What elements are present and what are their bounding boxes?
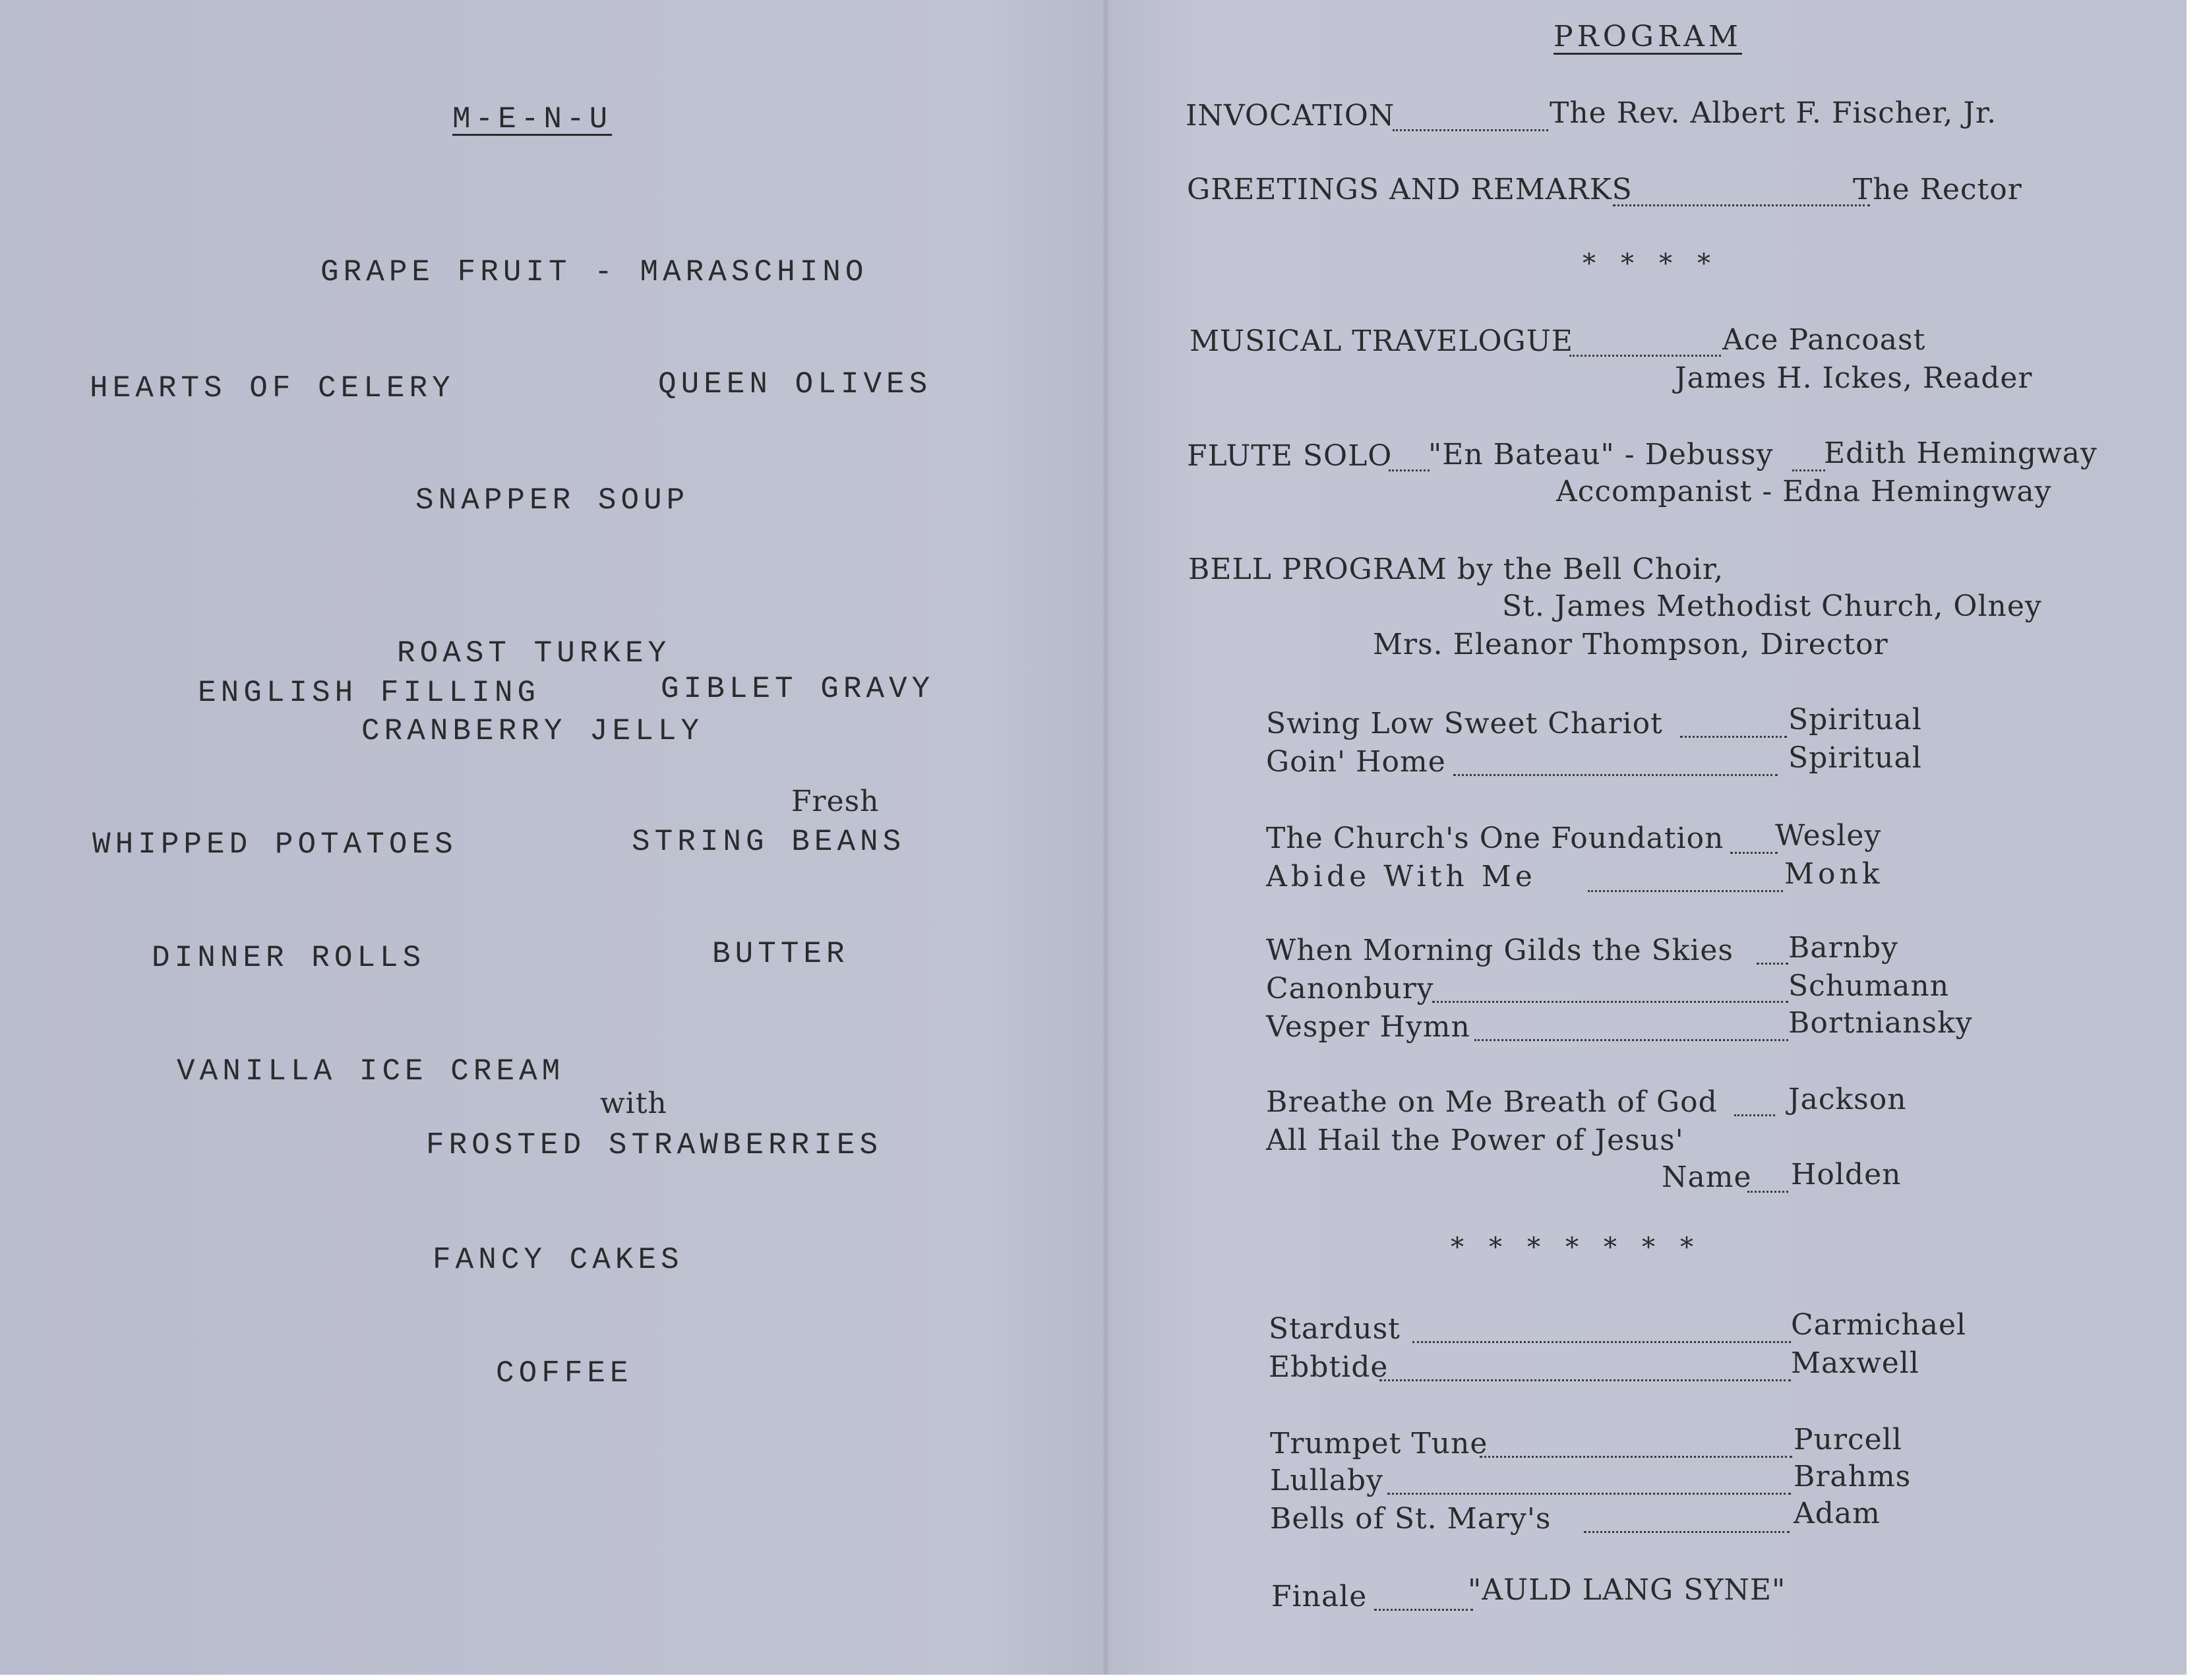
invocation-label: INVOCATION [1186, 99, 1395, 133]
menu-item-cranberry: CRANBERRY JELLY [361, 714, 704, 748]
piece-title: All Hail the Power of Jesus' [1266, 1124, 1684, 1157]
piece-title: The Church's One Foundation [1266, 822, 1724, 855]
greetings-value: The Rector [1853, 173, 2022, 206]
menu-item-coffee: COFFEE [496, 1356, 633, 1391]
piece-leader [1680, 736, 1787, 738]
menu-item-cakes: FANCY CAKES [433, 1243, 684, 1277]
greetings-leader [1613, 204, 1870, 206]
piece-leader [1387, 1493, 1791, 1495]
piece-leader [1584, 1531, 1790, 1533]
invocation-leader [1393, 129, 1548, 131]
menu-item-rolls: DINNER ROLLS [152, 941, 426, 975]
menu-title: M-E-N-U [452, 102, 613, 136]
piece-composer: Adam [1794, 1497, 1881, 1530]
invocation-value: The Rev. Albert F. Fischer, Jr. [1550, 96, 1997, 130]
bell-program-line-3: Mrs. Eleanor Thompson, Director [1373, 628, 1888, 661]
piece-composer: Jackson [1788, 1083, 1907, 1116]
piece-leader [1474, 1039, 1788, 1041]
piece-composer: Brahms [1794, 1460, 1912, 1493]
travelogue-value: Ace Pancoast [1722, 323, 1926, 357]
piece-title: Trumpet Tune [1270, 1427, 1488, 1460]
menu-item-butter: BUTTER [712, 937, 849, 971]
piece-composer: Bortniansky [1788, 1006, 1973, 1040]
piece-composer: Carmichael [1791, 1308, 1967, 1342]
piece-title: Name [1662, 1160, 1752, 1194]
flute-accompanist: Accompanist - Edna Hemingway [1556, 475, 2052, 508]
piece-leader [1480, 1456, 1792, 1458]
piece-title: Breathe on Me Breath of God [1266, 1085, 1718, 1119]
menu-item-strawberries: FROSTED STRAWBERRIES [426, 1128, 883, 1162]
piece-leader [1730, 852, 1778, 854]
piece-leader [1747, 1191, 1788, 1193]
flute-label: FLUTE SOLO [1187, 439, 1393, 473]
flute-leader-1 [1389, 469, 1430, 471]
piece-title: Goin' Home [1266, 745, 1446, 779]
menu-item-filling: ENGLISH FILLING [198, 676, 541, 710]
finale-label: Finale [1271, 1580, 1368, 1613]
menu-item-celery: HEARTS OF CELERY [90, 371, 455, 405]
piece-title: Bells of St. Mary's [1270, 1502, 1552, 1536]
flute-leader-2 [1792, 469, 1825, 471]
piece-composer: Holden [1791, 1158, 1902, 1191]
menu-item-soup: SNAPPER SOUP [415, 483, 690, 518]
piece-title: Swing Low Sweet Chariot [1266, 707, 1663, 740]
travelogue-leader [1569, 355, 1721, 357]
program-title: PROGRAM [1554, 20, 1742, 53]
piece-leader [1588, 890, 1783, 892]
piece-title: Canonbury [1266, 972, 1434, 1005]
piece-title: Stardust [1269, 1312, 1401, 1346]
piece-title: Lullaby [1270, 1464, 1383, 1497]
menu-item-gravy: GIBLET GRAVY [661, 672, 935, 706]
piece-composer: Spiritual [1788, 703, 1922, 736]
finale-leader [1374, 1609, 1473, 1611]
flute-piece: "En Bateau" - Debussy [1428, 438, 1774, 471]
piece-title: Ebbtide [1269, 1350, 1389, 1384]
piece-composer: Barnby [1788, 931, 1898, 965]
greetings-label: GREETINGS AND REMARKS [1187, 173, 1633, 206]
menu-item-grapefruit: GRAPE FRUIT - MARASCHINO [320, 255, 868, 289]
piece-leader [1757, 963, 1788, 965]
piece-composer: Purcell [1794, 1423, 1902, 1456]
piece-composer: Wesley [1775, 819, 1882, 853]
menu-item-beans: STRING BEANS [632, 825, 906, 859]
piece-composer: Monk [1784, 857, 1884, 891]
bell-program-line-1: BELL PROGRAM by the Bell Choir, [1188, 553, 1724, 586]
piece-leader [1379, 1379, 1791, 1381]
finale-value: "AULD LANG SYNE" [1468, 1573, 1786, 1607]
menu-item-potatoes: WHIPPED POTATOES [92, 827, 458, 862]
menu-item-olives: QUEEN OLIVES [658, 367, 932, 402]
piece-leader [1432, 1001, 1788, 1003]
menu-item-with: with [600, 1087, 667, 1120]
piece-leader [1412, 1341, 1791, 1343]
travelogue-reader: James H. Ickes, Reader [1675, 361, 2033, 395]
menu-item-turkey: ROAST TURKEY [397, 636, 671, 671]
piece-title: When Morning Gilds the Skies [1266, 934, 1734, 967]
bell-program-line-2: St. James Methodist Church, Olney [1502, 589, 2042, 623]
section-stars-long: ******* [1451, 1232, 1718, 1263]
piece-composer: Maxwell [1791, 1346, 1919, 1380]
piece-title: Vesper Hymn [1266, 1010, 1470, 1044]
piece-leader [1734, 1114, 1775, 1116]
piece-leader [1453, 774, 1778, 776]
section-stars-short: **** [1583, 249, 1735, 279]
flute-performer: Edith Hemingway [1824, 436, 2097, 470]
piece-composer: Spiritual [1788, 741, 1922, 775]
piece-title: Abide With Me [1266, 860, 1536, 893]
travelogue-label: MUSICAL TRAVELOGUE [1190, 324, 1573, 358]
menu-item-fresh: Fresh [791, 785, 880, 818]
menu-item-icecream: VANILLA ICE CREAM [177, 1054, 565, 1089]
piece-composer: Schumann [1788, 969, 1950, 1003]
center-fold [1102, 0, 1109, 1675]
